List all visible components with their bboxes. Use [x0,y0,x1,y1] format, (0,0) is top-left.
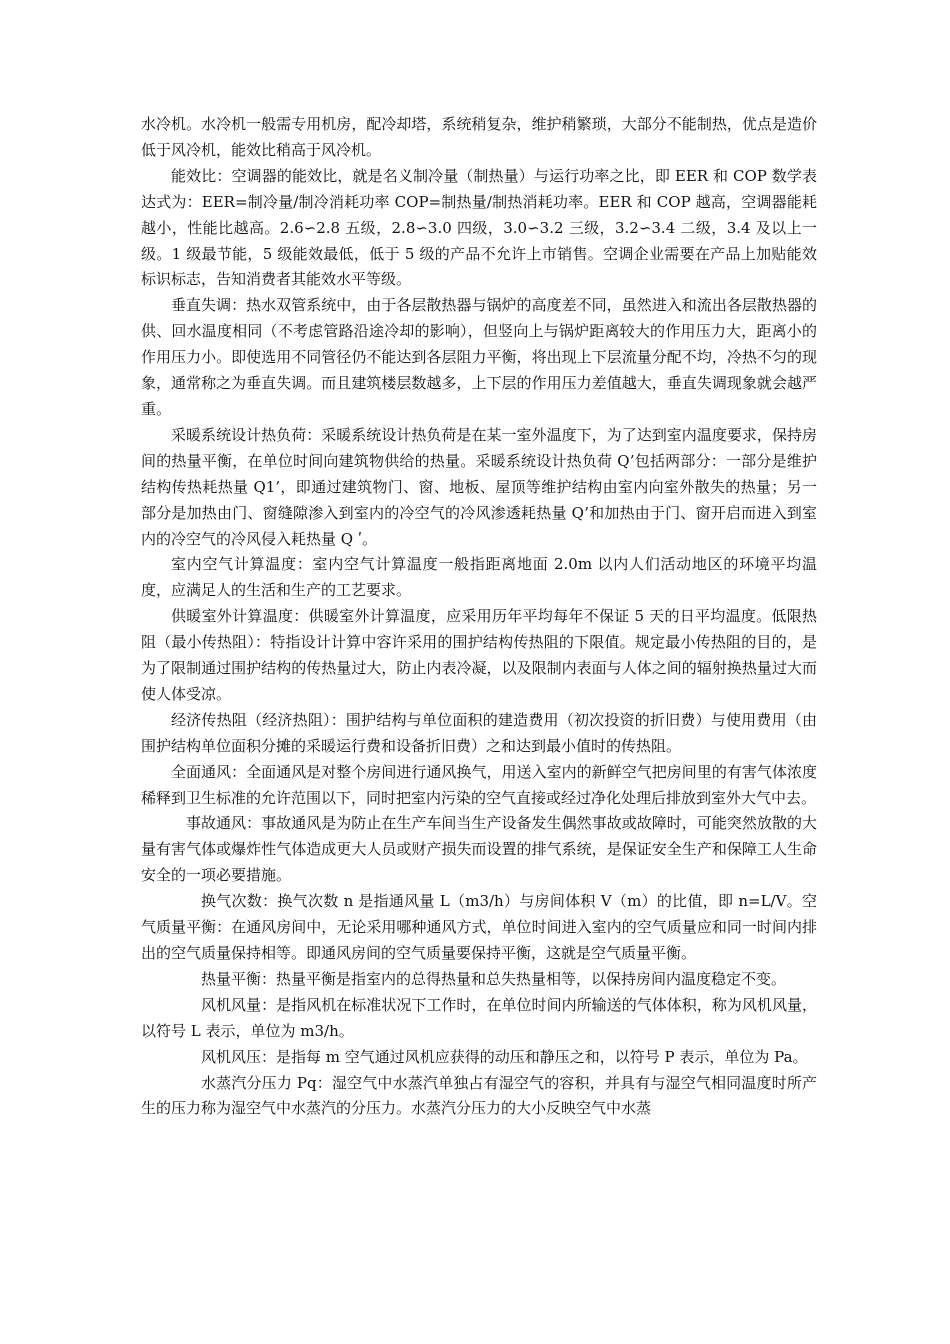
paragraph-emergency-ventilation: 事故通风：事故通风是为防止在生产车间当生产设备发生偶然事故或故障时，可能突然放散的大量有害气体或爆炸性气体造成更大人员或财产损失而设置的排气系统，是保证安全生产和保障工人生命安全的一项必要措施。 [141,814,817,885]
paragraph-energy-efficiency-ratio: 能效比：空调器的能效比，就是名义制冷量（制热量）与运行功率之比，即 EER 和 COP 数学表达式为：EER=制冷量/制冷消耗功率 COP=制热量/制热消耗功率。EER 和 COP 越高，空调器能耗越小，性能比越高。2.6∽2.8 五级，2.8∽3.0 四级，3.0∽3.2 三级，3.2∽3.4 二级，3.4 及以上一级。1 级最节能，5 级能效最低，低于 5 级的产品不允许上市销售。空调企业需要在产品上加贴能效标识标志，告知消费者其能效水平等级。 [141,166,817,289]
paragraph-indoor-design-temperature: 室内空气计算温度：室内空气计算温度一般指距离地面 2.0m 以内人们活动地区的环境平均温度，应满足人的生活和生产的工艺要求。 [141,555,817,600]
document-body [141,112,817,1122]
paragraph-outdoor-design-temperature: 供暖室外计算温度：供暖室外计算温度，应采用历年平均每年不保证 5 天的日平均温度。低限热阻（最小传热阻）：特指设计计算中容许采用的围护结构传热阻的下限值。规定最小传热阻的目的，是为了限制通过围护结构的传热量过大，防止内表冷凝，以及限制内表面与人体之间的辐射换热量过大而使人体受凉。 [141,607,817,703]
paragraph-heat-balance: 热量平衡：热量平衡是指室内的总得热量和总失热量相等，以保持房间内温度稳定不变。 [201,969,787,988]
paragraph-general-ventilation: 全面通风：全面通风是对整个房间进行通风换气，用送入室内的新鲜空气把房间里的有害气体浓度稀释到卫生标准的允许范围以下，同时把室内污染的空气直接或经过净化处理后排放到室外大气中去。 [141,762,817,807]
paragraph-vertical-imbalance: 垂直失调：热水双管系统中，由于各层散热器与锅炉的高度差不同，虽然进入和流出各层散热器的供、回水温度相同（不考虑管路沿途冷却的影响），但竖向上与锅炉距离较大的作用压力大，距离小的作用压力小。即使选用不同管径仍不能达到各层阻力平衡，将出现上下层流量分配不均，冷热不匀的现象，通常称之为垂直失调。而且建筑楼层数越多，上下层的作用压力差值越大，垂直失调现象就会越严重。 [141,296,817,418]
paragraph-fan-pressure: 风机风压：是指每 m 空气通过风机应获得的动压和静压之和，以符号 P 表示，单位为 Pa。 [201,1047,808,1066]
paragraph-heating-design-load: 采暖系统设计热负荷：采暖系统设计热负荷是在某一室外温度下，为了达到室内温度要求，保持房间的热量平衡，在单位时间向建筑物供给的热量。采暖系统设计热负荷 Q’包括两部分：一部分是维护结构传热耗热量 Q1’，即通过建筑物门、窗、地板、屋顶等维护结构由室内向室外散失的热量；另一部分是加热由门、窗缝隙渗入到室内的冷空气的冷风渗透耗热量 Q’和加热由于门、窗开启而进入到室内的冷空气的冷风侵入耗热量 Q ʹ。 [141,425,817,548]
paragraph-water-chiller: 水冷机。水冷机一般需专用机房，配冷却塔，系统稍复杂，维护稍繁琐，大部分不能制热，优点是造价低于风冷机，能效比稍高于风冷机。 [141,115,817,159]
paragraph-fan-air-volume: 风机风量：是指风机在标准状况下工作时，在单位时间内所输送的气体体积，称为风机风量，以符号 L 表示，单位为 m3/h。 [141,995,817,1040]
paragraph-vapor-partial-pressure: 水蒸汽分压力 Pq：湿空气中水蒸汽单独占有湿空气的容积，并具有与湿空气相同温度时所产生的压力称为湿空气中水蒸汽的分压力。水蒸汽分压力的大小反映空气中水蒸 [141,1073,817,1118]
paragraph-economic-thermal-resistance: 经济传热阻（经济热阻）：围护结构与单位面积的建造费用（初次投资的折旧费）与使用费用（由围护结构单位面积分摊的采暖运行费和设备折旧费）之和达到最小值时的传热阻。 [141,710,817,755]
paragraph-air-change-rate: 换气次数：换气次数 n 是指通风量 L（m3/h）与房间体积 V（m）的比值，即 n=L/V。空气质量平衡：在通风房间中，无论采用哪种通风方式，单位时间进入室内的空气质量应和同一时间内排出的空气质量保持相等。即通风房间的空气质量要保持平衡，这就是空气质量平衡。 [141,892,817,962]
